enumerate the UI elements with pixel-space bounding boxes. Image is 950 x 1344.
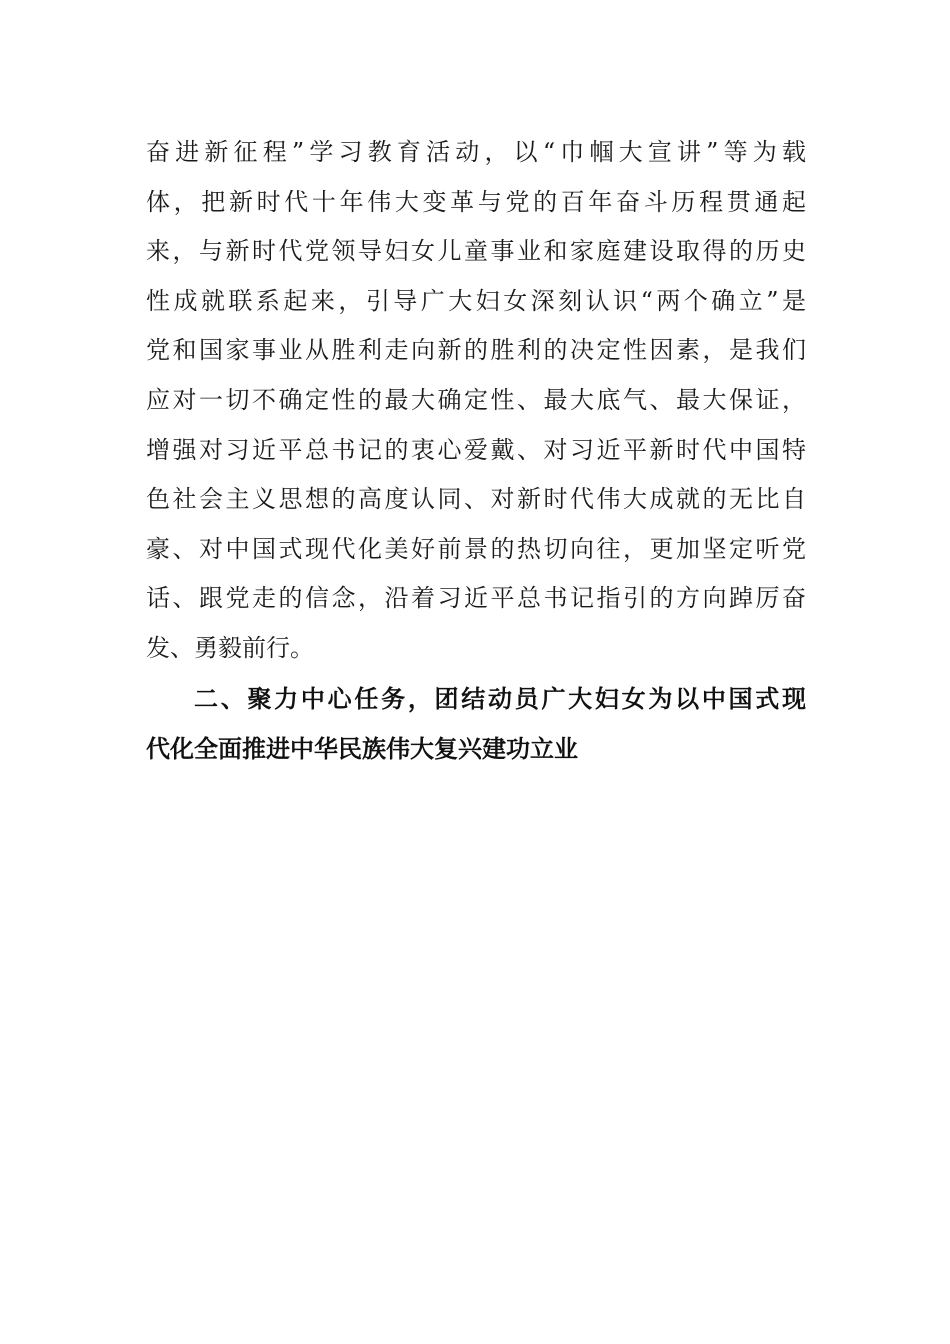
- paragraph-line: 来，与新时代党领导妇女儿童事业和家庭建设取得的历史: [146, 237, 806, 266]
- paragraph-line: 色社会主义思想的高度认同、对新时代伟大成就的无比自: [146, 485, 806, 514]
- heading-line: 代化全面推进中华民族伟大复兴建功立业: [146, 734, 578, 763]
- paragraph-line: 党和国家事业从胜利走向新的胜利的决定性因素，是我们: [146, 336, 806, 365]
- paragraph-line: 体，把新时代十年伟大变革与党的百年奋斗历程贯通起: [146, 187, 806, 216]
- paragraph-line: 豪、对中国式现代化美好前景的热切向往，更加坚定听党: [146, 534, 806, 563]
- body-paragraph: [146, 128, 806, 674]
- paragraph-line: 应对一切不确定性的最大确定性、最大底气、最大保证，: [146, 385, 806, 414]
- section-heading: [146, 675, 806, 774]
- paragraph-line: 发、勇毅前行。: [146, 633, 314, 662]
- heading-line: 二、聚力中心任务，团结动员广大妇女为以中国式现: [194, 685, 806, 713]
- paragraph-line: 话、跟党走的信念，沿着习近平总书记指引的方向踔厉奋: [146, 584, 806, 613]
- paragraph-line: 性成就联系起来，引导广大妇女深刻认识“两个确立”是: [146, 286, 806, 315]
- paragraph-line: 增强对习近平总书记的衷心爱戴、对习近平新时代中国特: [146, 435, 806, 464]
- paragraph-line: 奋进新征程”学习教育活动，以“巾帼大宣讲”等为载: [146, 138, 806, 166]
